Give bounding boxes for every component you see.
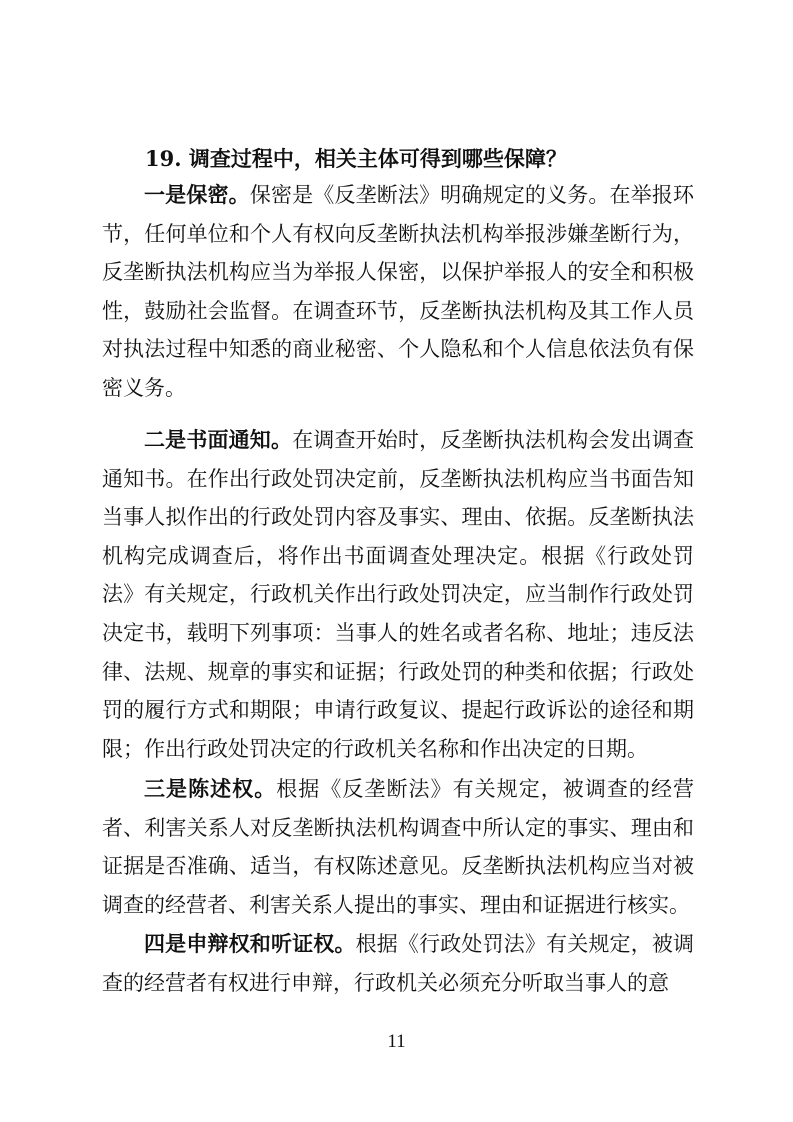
paragraph-lead: 四是申辩权和听证权。 [144,931,356,956]
paragraph-lead: 一是保密。 [144,182,250,207]
paragraph-lead: 二是书面通知。 [144,427,293,452]
paragraph-defense-and-hearing [102,925,694,1002]
paragraph-right-to-state [102,770,694,924]
paragraph-text: 根据《反垄断法》有关规定，被调查的经营者、利害关系人对反垄断执法机构调查中所认定的事实、理由和证据是否准确、适当，有权陈述意见。反垄断执法机构应当对被调查的经营者、利害关系人提出的事实、理由和证据进行核实。 [102,777,694,917]
section-heading: 19. 调查过程中，相关主体可得到哪些保障？ [145,146,567,171]
paragraph-text: 保密是《反垄断法》明确规定的义务。在举报环节，任何单位和个人有权向反垄断执法机构举报涉嫌垄断行为，反垄断执法机构应当为举报人保密，以保护举报人的安全和积极性，鼓励社会监督。在调查环节，反垄断执法机构及其工作人员对执法过程中知悉的商业秘密、个人隐私和个人信息依法负有保密义务。 [102,183,695,400]
page-number: 11 [387,1031,406,1052]
paragraph-written-notice [102,421,694,768]
paragraph-text: 根据《行政处罚法》有关规定，被调查的经营者有权进行申辩，行政机关必须充分听取当事人的意 [102,932,695,995]
paragraph-text: 在调查开始时，反垄断执法机构会发出调查通知书。在作出行政处罚决定前，反垄断执法机构应当书面告知当事人拟作出的行政处罚内容及事实、理由、依据。反垄断执法机构完成调查后，将作出书面调查处理决定。根据《行政处罚法》有关规定，行政机关作出行政处罚决定，应当制作行政处罚决定书，载明下列事项：当事人的姓名或者名称、地址；违反法律、法规、规章的事实和证据；行政处罚的种类和依据；行政处罚的履行方式和期限；申请行政复议、提起行政诉讼的途径和期限；作出行政处罚决定的行政机关名称和作出决定的日期。 [102,428,695,761]
paragraph-confidentiality [102,176,694,408]
paragraph-lead: 三是陈述权。 [144,776,277,801]
